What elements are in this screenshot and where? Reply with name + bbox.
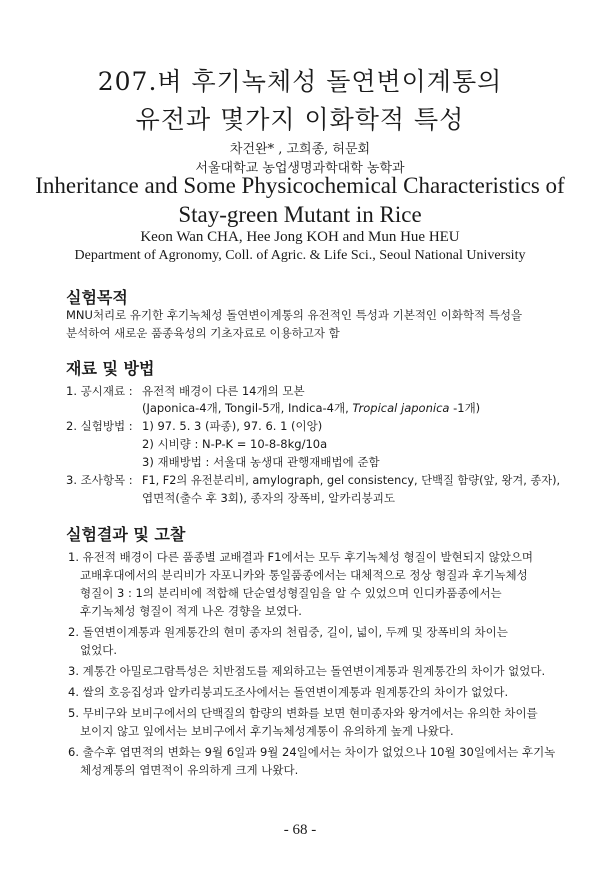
authors-korean: 차건완* , 고희종, 허문회: [229, 142, 371, 157]
purpose-line2: 분석하여 새로운 품종육성의 기초자료로 이용하고자 함: [66, 326, 340, 340]
results-item3-line1: 3. 계통간 아밀로그람특성은 치반점도를 제외하고는 돌연변이계통과 원계통간의 차이가 없었다.: [68, 664, 546, 678]
section-heading-purpose: 실험목적: [66, 288, 128, 307]
section-heading-results: 실험결과 및 고찰: [66, 525, 186, 544]
results-item1-line4: 후기녹체성 형질이 적게 나온 경향을 보였다.: [80, 604, 302, 618]
page-number: - 68 -: [283, 822, 317, 838]
section-heading-methods: 재료 및 방법: [66, 359, 155, 378]
methods-item1-text: 유전적 배경이 다른 14개의 모본: [142, 384, 305, 398]
results-item1-line2: 교배후대에서의 분리비가 자포니카와 통일품종에서는 대체적으로 정상 형질과 후기녹체성: [80, 568, 528, 582]
title-english-line2: Stay-green Mutant in Rice: [178, 202, 422, 227]
results-item2-line1: 2. 돌연변이계통과 원계통간의 현미 종자의 천립중, 길이, 넓이, 두께 및 장폭비의 차이는: [68, 625, 508, 639]
methods-item2-label: 2. 실험방법 :: [66, 419, 133, 433]
methods-item3-line2: 엽면적(출수 후 3회), 종자의 장폭비, 알카리붕괴도: [142, 491, 395, 505]
results-item5-line2: 보이지 않고 잎에서는 보비구에서 후기녹체성계통이 유의하게 높게 나왔다.: [80, 724, 454, 738]
methods-item1-label: 1. 공시재료 :: [66, 384, 133, 398]
methods-item2-line1: 1) 97. 5. 3 (파종), 97. 6. 1 (이앙): [142, 419, 323, 433]
results-item6-line2: 체성계통의 엽면적이 유의하게 크게 나왔다.: [80, 763, 299, 777]
results-item2-line2: 없었다.: [80, 643, 117, 657]
affiliation-korean: 서울대학교 농업생명과학대학 농학과: [195, 161, 405, 176]
results-item1-line3: 형질이 3 : 1의 분리비에 적합해 단순열성형질임을 알 수 있었으며 인디카품종에서는: [80, 586, 502, 600]
results-item6-line1: 6. 출수후 엽면적의 변화는 9월 6일과 9월 24일에서는 차이가 없었으나 10월 30일에서는 후기녹: [68, 745, 556, 759]
results-item4-line1: 4. 쌀의 호응집성과 알카리붕괴도조사에서는 돌연변이계통과 원계통간의 차이가 없었다.: [68, 685, 509, 699]
affiliation-english: Department of Agronomy, Coll. of Agric. & Life Sci., Seoul National University: [74, 248, 526, 263]
methods-item1-subtext: (Japonica-4개, Tongil-5개, Indica-4개, Tropical japonica -1개): [142, 401, 481, 415]
methods-item2-line3: 3) 재배방법 : 서울대 농생대 관행재배법에 준함: [142, 455, 380, 469]
title-korean-line1: 207.벼 후기녹체성 돌연변이계통의: [97, 67, 503, 96]
results-item1-line1: 1. 유전적 배경이 다른 품종별 교배결과 F1에서는 모두 후기녹체성 형질이 발현되지 않았으며: [68, 550, 534, 564]
methods-item3-line1: F1, F2의 유전분리비, amylograph, gel consistency, 단백질 함량(앞, 왕겨, 종자),: [142, 474, 561, 487]
methods-item3-label: 3. 조사항목 :: [66, 473, 133, 487]
purpose-line1: MNU처리로 유기한 후기녹체성 돌연변이계통의 유전적인 특성과 기본적인 이화학적 특성을: [66, 308, 523, 322]
methods-item2-line2: 2) 시비량 : N-P-K = 10-8-8kg/10a: [142, 437, 328, 451]
authors-english: Keon Wan CHA, Hee Jong KOH and Mun Hue HEU: [140, 229, 460, 245]
title-english-line1: Inheritance and Some Physicochemical Characteristics of: [35, 173, 565, 198]
results-item5-line1: 5. 무비구와 보비구에서의 단백질의 함량의 변화를 보면 현미종자와 왕겨에서는 유의한 차이를: [68, 706, 538, 720]
title-korean-line2: 유전과 몇가지 이화학적 특성: [135, 105, 465, 134]
